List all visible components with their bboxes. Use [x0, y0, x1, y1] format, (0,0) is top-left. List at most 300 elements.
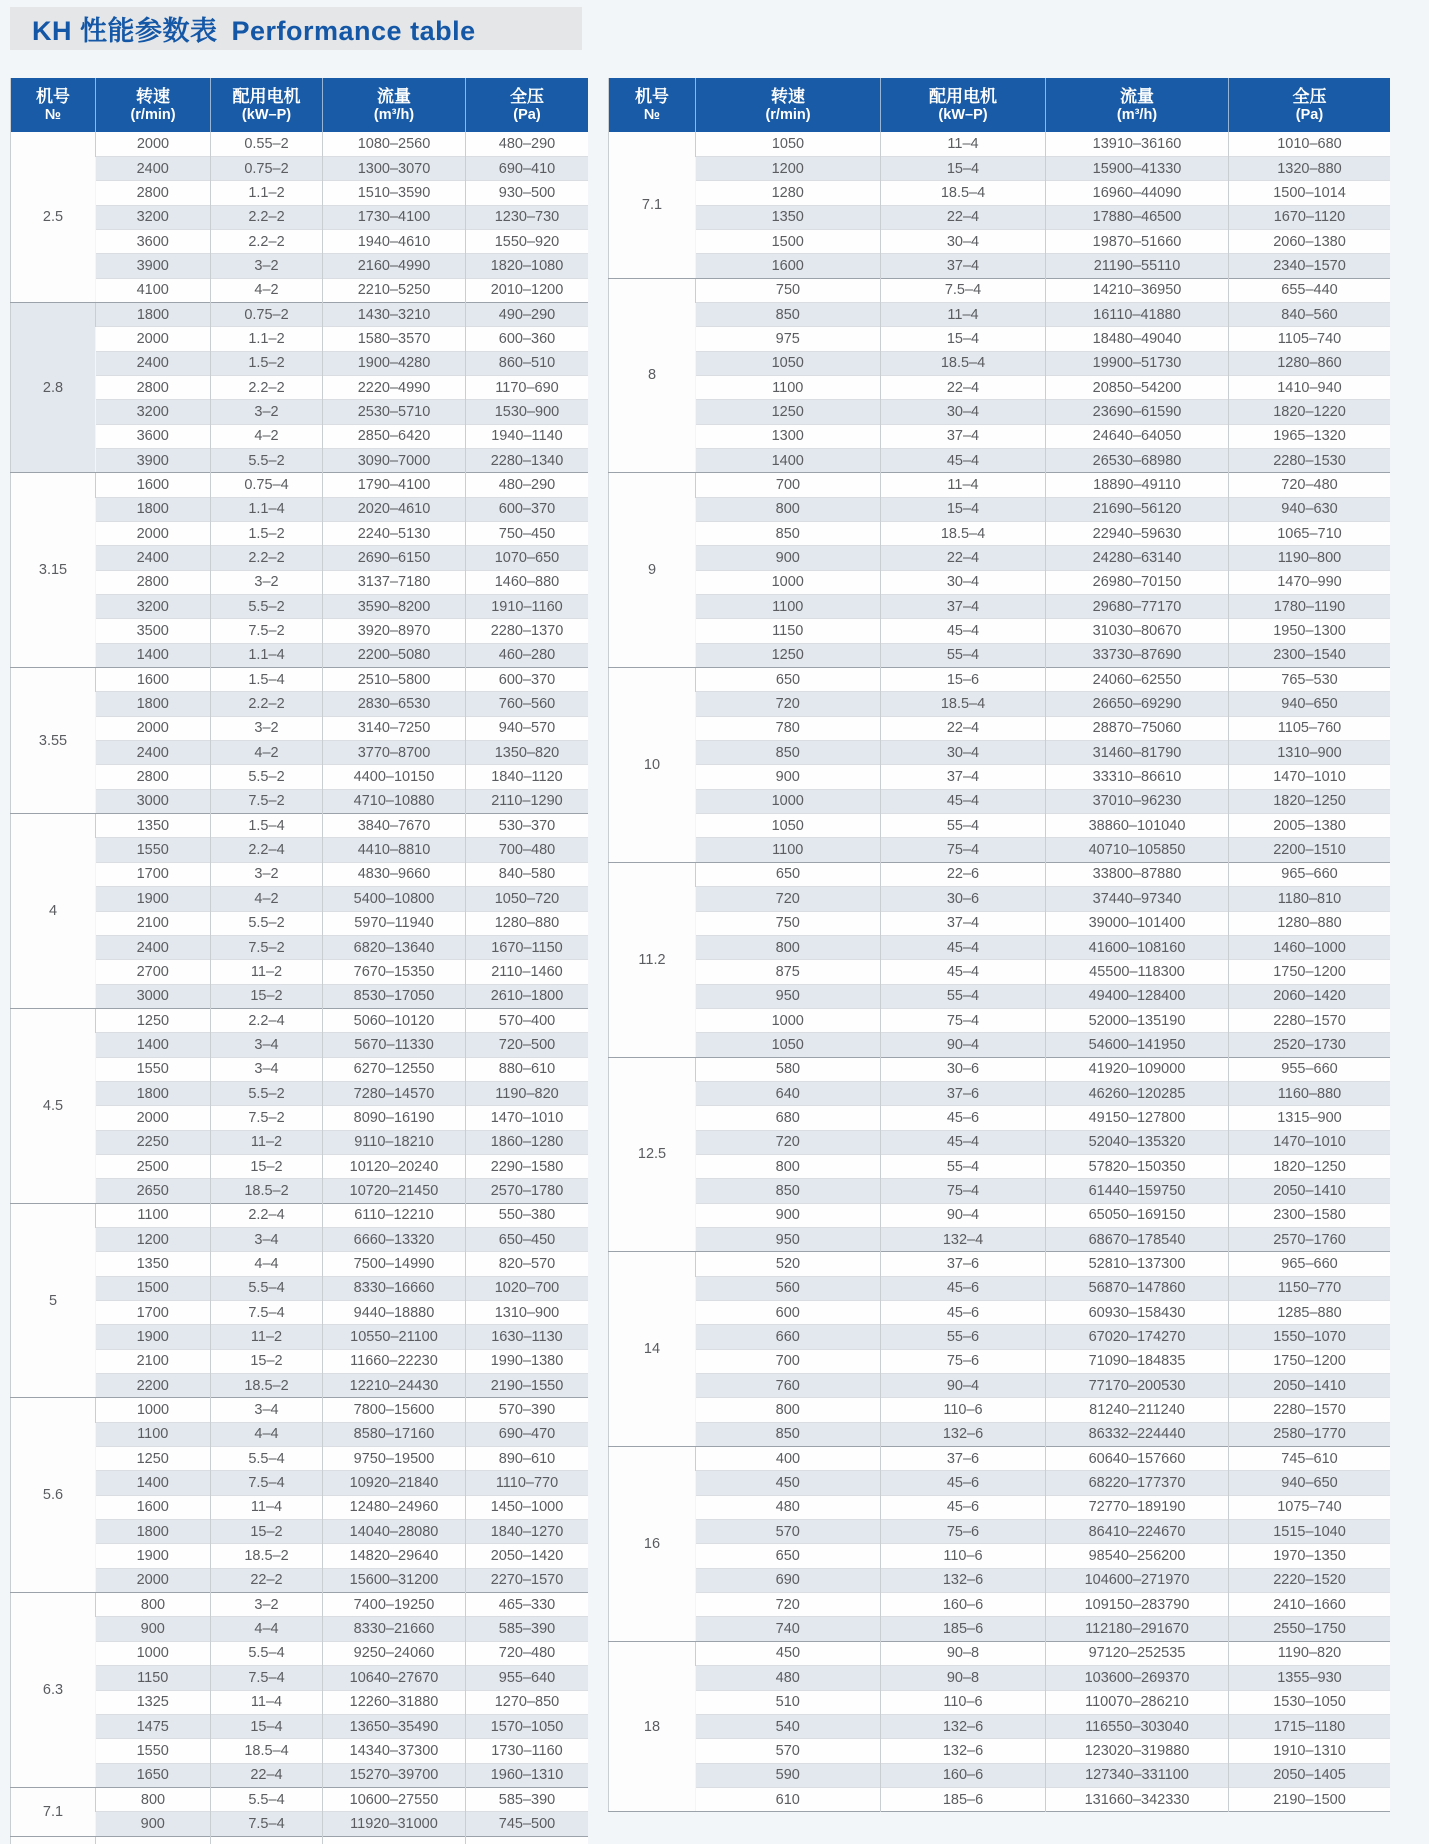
- cell-flow: 3840–7670: [323, 814, 466, 838]
- column-header-machine-no: [11, 78, 96, 132]
- cell-flow: 68220–177370: [1046, 1471, 1229, 1495]
- cell-speed: 1000: [96, 1398, 211, 1422]
- cell-motor: 45–4: [881, 935, 1046, 959]
- cell-speed: 1700: [96, 862, 211, 886]
- cell-pressure: 1820–1250: [1229, 789, 1391, 813]
- cell-speed: 3200: [96, 205, 211, 229]
- table-row: [11, 935, 589, 959]
- table-row: [609, 1471, 1391, 1495]
- cell-flow: 2220–4990: [323, 375, 466, 399]
- cell-pressure: 2190–1550: [466, 1374, 589, 1398]
- cell-motor: 45–4: [881, 1130, 1046, 1154]
- cell-speed: 1800: [96, 692, 211, 716]
- cell-speed: 850: [696, 741, 881, 765]
- cell-pressure: 2570–1780: [466, 1179, 589, 1203]
- cell-pressure: 720–500: [466, 1033, 589, 1057]
- cell-speed: 1475: [96, 1714, 211, 1738]
- cell-motor: 18.5–4: [211, 1739, 323, 1763]
- cell-speed: 2000: [96, 1106, 211, 1130]
- cell-pressure: 745–610: [1229, 1447, 1391, 1471]
- cell-speed: 1250: [96, 1008, 211, 1032]
- performance-table-right: [608, 78, 1390, 1812]
- cell-pressure: 750–450: [466, 522, 589, 546]
- cell-speed: 1800: [96, 497, 211, 521]
- machine-no-cell: [11, 1836, 96, 1844]
- table-row: [11, 1227, 589, 1251]
- cell-speed: 1200: [96, 1227, 211, 1251]
- cell-pressure: 1470–1010: [1229, 1130, 1391, 1154]
- cell-pressure: 550–380: [466, 1203, 589, 1227]
- cell-flow: 16960–44090: [1046, 181, 1229, 205]
- cell-motor: 132–6: [881, 1739, 1046, 1763]
- cell-pressure: 2300–1540: [1229, 643, 1391, 667]
- table-row: [609, 1154, 1391, 1178]
- header-pressure-zh: 全压: [1292, 86, 1327, 106]
- cell-pressure: 1320–880: [1229, 156, 1391, 180]
- cell-flow: 9250–24060: [323, 1641, 466, 1665]
- cell-motor: 110–6: [881, 1544, 1046, 1568]
- cell-motor: 90–8: [881, 1641, 1046, 1665]
- table-row: [11, 1568, 589, 1592]
- cell-flow: 4410–8810: [323, 838, 466, 862]
- cell-speed: 1400: [96, 1033, 211, 1057]
- cell-speed: 800: [696, 1398, 881, 1422]
- cell-flow: 41920–109000: [1046, 1057, 1229, 1081]
- cell-motor: 22–6: [881, 862, 1046, 886]
- cell-flow: 22940–59630: [1046, 522, 1229, 546]
- table-row: [11, 1520, 589, 1544]
- cell-speed: 1000: [96, 1641, 211, 1665]
- cell-motor: 1.1–2: [211, 181, 323, 205]
- cell-flow: 2690–6150: [323, 546, 466, 570]
- cell-pressure: 1970–1350: [1229, 1544, 1391, 1568]
- cell-pressure: 765–530: [1229, 668, 1391, 692]
- table-row: [609, 1739, 1391, 1763]
- cell-flow: 1730–4100: [323, 205, 466, 229]
- cell-speed: 650: [696, 668, 881, 692]
- cell-speed: 2400: [96, 935, 211, 959]
- cell-speed: 1050: [696, 814, 881, 838]
- table-row: [11, 400, 589, 424]
- table-row: [11, 1544, 589, 1568]
- table-row: [609, 1690, 1391, 1714]
- cell-speed: 1600: [696, 254, 881, 278]
- cell-pressure: 1315–900: [1229, 1106, 1391, 1130]
- table-row: [11, 716, 589, 740]
- cell-flow: 12260–31880: [323, 1690, 466, 1714]
- column-header-speed: [96, 78, 211, 132]
- cell-motor: 11–4: [211, 1690, 323, 1714]
- cell-pressure: 1190–820: [466, 1081, 589, 1105]
- cell-speed: 900: [696, 1203, 881, 1227]
- cell-flow: 10920–21840: [323, 1471, 466, 1495]
- cell-flow: 14040–28080: [323, 1520, 466, 1544]
- cell-flow: 52810–137300: [1046, 1252, 1229, 1276]
- cell-speed: 2800: [96, 765, 211, 789]
- cell-speed: 640: [696, 1081, 881, 1105]
- cell-motor: 0.75–2: [211, 156, 323, 180]
- cell-pressure: 2060–1420: [1229, 984, 1391, 1008]
- cell-speed: 4100: [96, 278, 211, 302]
- table-row: [11, 1203, 589, 1227]
- header-speed-sub: (r/min): [765, 106, 811, 123]
- cell-flow: 21190–55110: [1046, 254, 1229, 278]
- cell-motor: 5.5–2: [211, 1081, 323, 1105]
- table-row: [11, 1812, 589, 1836]
- cell-flow: 19870–51660: [1046, 229, 1229, 253]
- cell-pressure: 585–390: [466, 1787, 589, 1811]
- cell-motor: 45–6: [881, 1471, 1046, 1495]
- cell-pressure: 1105–760: [1229, 716, 1391, 740]
- cell-pressure: 1150–770: [1229, 1276, 1391, 1300]
- cell-flow: 6660–13320: [323, 1227, 466, 1251]
- table-row: [11, 375, 589, 399]
- cell-motor: 185–6: [881, 1617, 1046, 1641]
- cell-flow: 33730–87690: [1046, 643, 1229, 667]
- cell-motor: 110–6: [881, 1398, 1046, 1422]
- cell-motor: 45–4: [881, 960, 1046, 984]
- cell-motor: 30–4: [881, 400, 1046, 424]
- cell-motor: 11–2: [211, 1325, 323, 1349]
- cell-pressure: 2190–1500: [1229, 1787, 1391, 1811]
- cell-motor: 11–4: [881, 473, 1046, 497]
- machine-no-cell: 18: [609, 1641, 696, 1811]
- cell-motor: 75–6: [881, 1349, 1046, 1373]
- cell-motor: 1.5–4: [211, 814, 323, 838]
- table-row: [609, 595, 1391, 619]
- cell-flow: 31030–80670: [1046, 619, 1229, 643]
- cell-pressure: 490–290: [466, 302, 589, 326]
- cell-motor: 18.5–4: [881, 692, 1046, 716]
- cell-speed: 1050: [696, 1033, 881, 1057]
- cell-motor: 15–4: [211, 1714, 323, 1738]
- cell-flow: 116550–303040: [1046, 1714, 1229, 1738]
- header-speed-zh: 转速: [136, 86, 170, 106]
- table-row: [11, 838, 589, 862]
- cell-pressure: 570–400: [466, 1008, 589, 1032]
- cell-flow: 67020–174270: [1046, 1325, 1229, 1349]
- table-row: [609, 400, 1391, 424]
- machine-no-cell: 16: [609, 1447, 696, 1642]
- cell-pressure: 480–290: [466, 132, 589, 156]
- table-row: [11, 1179, 589, 1203]
- cell-flow: 16110–41880: [1046, 302, 1229, 326]
- cell-flow: 1080–2560: [323, 132, 466, 156]
- cell-pressure: 1020–700: [466, 1276, 589, 1300]
- cell-pressure: 1050–720: [466, 887, 589, 911]
- table-row: [11, 741, 589, 765]
- cell-flow: 31460–81790: [1046, 741, 1229, 765]
- cell-motor: 30–4: [881, 229, 1046, 253]
- cell-pressure: 760–560: [466, 692, 589, 716]
- cell-speed: 1000: [696, 789, 881, 813]
- cell-motor: 3–2: [211, 400, 323, 424]
- table-row: [609, 254, 1391, 278]
- cell-motor: 160–6: [881, 1593, 1046, 1617]
- table-row: [11, 1106, 589, 1130]
- cell-motor: 110–6: [881, 1690, 1046, 1714]
- table-row: [11, 1495, 589, 1519]
- cell-speed: 660: [696, 1325, 881, 1349]
- cell-motor: 37–4: [881, 424, 1046, 448]
- cell-motor: 75–4: [881, 838, 1046, 862]
- cell-flow: 49150–127800: [1046, 1106, 1229, 1130]
- table-row: [11, 473, 589, 497]
- cell-speed: 1550: [96, 1057, 211, 1081]
- cell-pressure: 1280–880: [466, 911, 589, 935]
- cell-pressure: 2300–1580: [1229, 1203, 1391, 1227]
- table-row: [609, 887, 1391, 911]
- cell-pressure: 1530–1050: [1229, 1690, 1391, 1714]
- cell-flow: 6270–12550: [323, 1057, 466, 1081]
- header-flow-zh: 流量: [1120, 86, 1154, 106]
- table-row: [609, 1301, 1391, 1325]
- cell-motor: 45–4: [881, 619, 1046, 643]
- cell-flow: 97120–252535: [1046, 1641, 1229, 1665]
- header-speed-sub: (r/min): [130, 106, 176, 123]
- cell-motor: 37–6: [881, 1252, 1046, 1276]
- cell-motor: 11–4: [211, 1495, 323, 1519]
- cell-speed: 600: [696, 1301, 881, 1325]
- cell-motor: 185–6: [881, 1787, 1046, 1811]
- cell-flow: 5970–11940: [323, 911, 466, 935]
- cell-pressure: 2050–1410: [1229, 1374, 1391, 1398]
- column-header-pressure: [466, 78, 589, 132]
- machine-no-cell: 3.55: [11, 668, 96, 814]
- cell-speed: 850: [696, 1422, 881, 1446]
- cell-flow: 26980–70150: [1046, 570, 1229, 594]
- machine-no-cell: 10: [609, 668, 696, 863]
- cell-motor: 90–4: [881, 1374, 1046, 1398]
- cell-flow: 46260–120285: [1046, 1081, 1229, 1105]
- cell-flow: 29680–77170: [1046, 595, 1229, 619]
- cell-flow: 123020–319880: [1046, 1739, 1229, 1763]
- cell-flow: 2850–6420: [323, 424, 466, 448]
- table-row: [11, 1252, 589, 1276]
- table-row: [11, 327, 589, 351]
- cell-pressure: 820–570: [466, 1252, 589, 1276]
- cell-flow: 110070–286210: [1046, 1690, 1229, 1714]
- table-row: [11, 522, 589, 546]
- cell-flow: 2510–5800: [323, 668, 466, 692]
- cell-pressure: 2050–1410: [1229, 1179, 1391, 1203]
- machine-no-cell: 8: [609, 278, 696, 473]
- page-title-zh: KH 性能参数表: [32, 16, 218, 46]
- header-machine-no-sub: №: [44, 106, 62, 123]
- cell-pressure: 1410–940: [1229, 375, 1391, 399]
- cell-motor: 7.5–2: [211, 935, 323, 959]
- cell-pressure: 1450–1000: [466, 1495, 589, 1519]
- cell-flow: 2160–4990: [323, 254, 466, 278]
- right-table-container: [608, 78, 1390, 1812]
- cell-pressure: 1730–1160: [466, 1739, 589, 1763]
- cell-pressure: 1670–1150: [466, 935, 589, 959]
- cell-motor: 18.5–2: [211, 1374, 323, 1398]
- cell-pressure: 2050–1405: [1229, 1763, 1391, 1787]
- cell-flow: 7800–15600: [323, 1398, 466, 1422]
- cell-flow: 15270–39700: [323, 1763, 466, 1787]
- cell-speed: 570: [696, 1739, 881, 1763]
- cell-flow: 8330–21660: [323, 1617, 466, 1641]
- cell-pressure: 2005–1380: [1229, 814, 1391, 838]
- cell-flow: 11920–31000: [323, 1812, 466, 1836]
- cell-flow: 3140–7250: [323, 716, 466, 740]
- header-flow-sub: (m³/h): [1116, 106, 1158, 123]
- cell-pressure: 1750–1200: [1229, 960, 1391, 984]
- cell-pressure: 2580–1770: [1229, 1422, 1391, 1446]
- cell-flow: 3137–7180: [323, 570, 466, 594]
- header-motor-zh: 配用电机: [232, 86, 301, 106]
- cell-pressure: 1180–810: [1229, 887, 1391, 911]
- cell-pressure: 530–370: [466, 814, 589, 838]
- cell-motor: 15–2: [211, 1520, 323, 1544]
- cell-pressure: 600–370: [466, 497, 589, 521]
- cell-pressure: 690–470: [466, 1422, 589, 1446]
- machine-no-cell: 4: [11, 814, 96, 1009]
- table-row: [11, 668, 589, 692]
- table-row: [11, 1349, 589, 1373]
- table-row: [609, 619, 1391, 643]
- table-row: [609, 1641, 1391, 1665]
- cell-pressure: 1280–860: [1229, 351, 1391, 375]
- cell-pressure: 2220–1520: [1229, 1568, 1391, 1592]
- cell-speed: 720: [696, 887, 881, 911]
- cell-motor: 75–4: [881, 1008, 1046, 1032]
- cell-speed: 750: [696, 911, 881, 935]
- cell-flow: 2240–5130: [323, 522, 466, 546]
- table-row: [11, 984, 589, 1008]
- table-row: [11, 1666, 589, 1690]
- cell-speed: 1280: [696, 181, 881, 205]
- cell-flow: 72770–189190: [1046, 1495, 1229, 1519]
- cell-motor: 4–2: [211, 278, 323, 302]
- cell-flow: 65050–169150: [1046, 1203, 1229, 1227]
- cell-pressure: 700–480: [466, 838, 589, 862]
- cell-pressure: 1460–1000: [1229, 935, 1391, 959]
- cell-pressure: 1530–900: [466, 400, 589, 424]
- cell-motor: 75–6: [881, 1520, 1046, 1544]
- table-row: [609, 473, 1391, 497]
- cell-speed: 1325: [96, 1690, 211, 1714]
- cell-flow: 1940–4610: [323, 229, 466, 253]
- cell-flow: 33310–86610: [1046, 765, 1229, 789]
- machine-no-cell: 2.8: [11, 302, 96, 472]
- cell-flow: 37010–96230: [1046, 789, 1229, 813]
- cell-motor: 2.2–4: [211, 1203, 323, 1227]
- table-row: [609, 1252, 1391, 1276]
- cell-speed: 750: [696, 278, 881, 302]
- cell-pressure: 1515–1040: [1229, 1520, 1391, 1544]
- cell-flow: 109150–283790: [1046, 1593, 1229, 1617]
- table-row: [609, 1349, 1391, 1373]
- cell-speed: 1100: [696, 595, 881, 619]
- table-row: [609, 1422, 1391, 1446]
- cell-flow: 103600–269370: [1046, 1666, 1229, 1690]
- cell-motor: 132–6: [881, 1714, 1046, 1738]
- cell-flow: 24060–62550: [1046, 668, 1229, 692]
- table-row: [11, 156, 589, 180]
- cell-flow: [323, 1836, 466, 1844]
- cell-speed: 1250: [696, 400, 881, 424]
- cell-pressure: 1280–880: [1229, 911, 1391, 935]
- table-row: [609, 1447, 1391, 1471]
- cell-speed: 1200: [696, 156, 881, 180]
- cell-pressure: 1350–820: [466, 741, 589, 765]
- cell-motor: 1.5–2: [211, 351, 323, 375]
- cell-flow: 9440–18880: [323, 1301, 466, 1325]
- cell-motor: 55–6: [881, 1325, 1046, 1349]
- table-row: [11, 1276, 589, 1300]
- cell-speed: 480: [696, 1666, 881, 1690]
- cell-pressure: 1820–1080: [466, 254, 589, 278]
- cell-speed: 480: [696, 1495, 881, 1519]
- cell-speed: 1900: [96, 1325, 211, 1349]
- table-row: [609, 741, 1391, 765]
- table-row: [11, 181, 589, 205]
- header-pressure-sub: (Pa): [513, 106, 541, 123]
- cell-speed: 2000: [96, 327, 211, 351]
- cell-pressure: 1230–730: [466, 205, 589, 229]
- cell-flow: 39000–101400: [1046, 911, 1229, 935]
- cell-pressure: 1840–1270: [466, 1520, 589, 1544]
- cell-pressure: 2280–1370: [466, 619, 589, 643]
- cell-pressure: 940–570: [466, 716, 589, 740]
- cell-speed: 2800: [96, 181, 211, 205]
- cell-flow: 45500–118300: [1046, 960, 1229, 984]
- cell-flow: 4830–9660: [323, 862, 466, 886]
- cell-motor: 3–2: [211, 1593, 323, 1617]
- cell-pressure: 2280–1570: [1229, 1008, 1391, 1032]
- cell-flow: 7670–15350: [323, 960, 466, 984]
- table-row: [11, 1374, 589, 1398]
- cell-speed: 3600: [96, 229, 211, 253]
- cell-motor: 5.5–4: [211, 1447, 323, 1471]
- cell-flow: 9110–18210: [323, 1130, 466, 1154]
- cell-pressure: 690–410: [466, 156, 589, 180]
- cell-speed: 1050: [696, 132, 881, 156]
- cell-speed: 900: [696, 765, 881, 789]
- cell-speed: 900: [96, 1617, 211, 1641]
- cell-motor: 37–6: [881, 1081, 1046, 1105]
- table-row: [609, 1179, 1391, 1203]
- table-row: [609, 668, 1391, 692]
- cell-pressure: 2110–1460: [466, 960, 589, 984]
- cell-motor: 75–4: [881, 1179, 1046, 1203]
- cell-pressure: 1470–1010: [1229, 765, 1391, 789]
- cell-motor: 11–4: [881, 132, 1046, 156]
- cell-motor: 0.75–2: [211, 302, 323, 326]
- cell-pressure: 1310–900: [466, 1301, 589, 1325]
- cell-flow: 52000–135190: [1046, 1008, 1229, 1032]
- cell-flow: 5400–10800: [323, 887, 466, 911]
- cell-pressure: 2050–1420: [466, 1544, 589, 1568]
- cell-speed: 720: [696, 1593, 881, 1617]
- machine-no-cell: 7.1: [11, 1787, 96, 1836]
- cell-speed: 650: [696, 1544, 881, 1568]
- cell-speed: 875: [696, 960, 881, 984]
- cell-flow: 49400–128400: [1046, 984, 1229, 1008]
- cell-motor: 7.5–2: [211, 1106, 323, 1130]
- table-row: [11, 229, 589, 253]
- table-row: [609, 1325, 1391, 1349]
- cell-pressure: 2610–1800: [466, 984, 589, 1008]
- cell-motor: 90–4: [881, 1203, 1046, 1227]
- table-row: [609, 1520, 1391, 1544]
- cell-motor: 37–4: [881, 254, 1046, 278]
- cell-speed: 1250: [96, 1447, 211, 1471]
- cell-pressure: 2550–1750: [1229, 1617, 1391, 1641]
- machine-no-cell: 4.5: [11, 1008, 96, 1203]
